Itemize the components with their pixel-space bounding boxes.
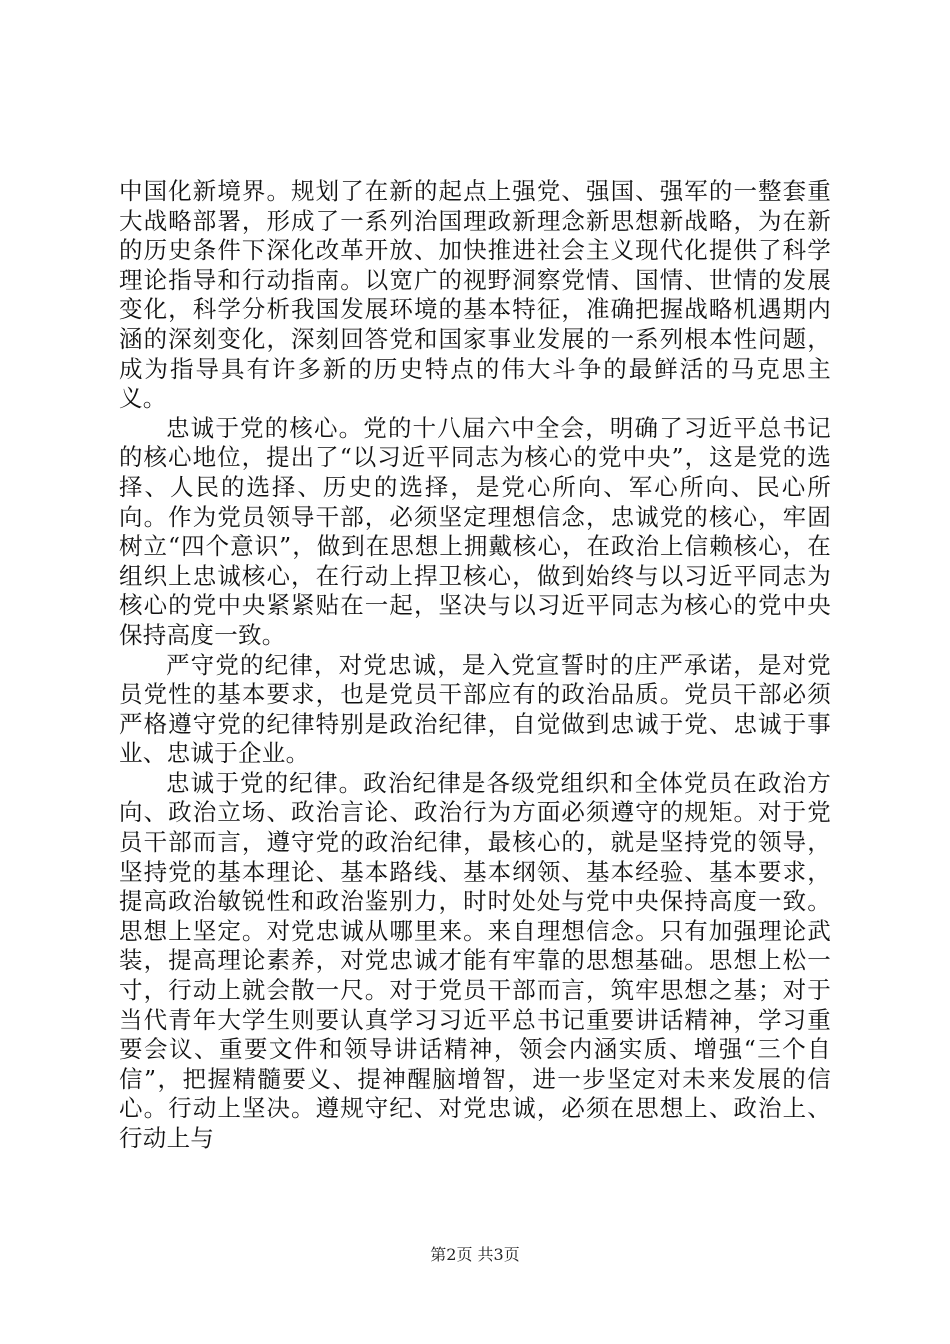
document-body — [119, 177, 831, 1154]
page-number-label: 第2页 共3页 — [430, 1245, 520, 1264]
paragraph-3: 严守党的纪律，对党忠诚，是入党宣誓时的庄严承诺，是对党员党性的基本要求，也是党员干部应有的政治品质。党员干部必须严格遵守党的纪律特别是政治纪律，自觉做到忠诚于党、忠诚于事业、忠诚于企业。 — [119, 650, 831, 768]
paragraph-4: 忠诚于党的纪律。政治纪律是各级党组织和全体党员在政治方向、政治立场、政治言论、政治行为方面必须遵守的规矩。对于党员干部而言，遵守党的政治纪律，最核心的，就是坚持党的领导，坚持党的基本理论、基本路线、基本纲领、基本经验、基本要求，提高政治敏锐性和政治鉴别力，时时处处与党中央保持高度一致。思想上坚定。对党忠诚从哪里来。来自理想信念。只有加强理论武装，提高理论素养，对党忠诚才能有牢靠的思想基础。思想上松一寸，行动上就会散一尺。对于党员干部而言，筑牢思想之基；对于当代青年大学生则要认真学习习近平总书记重要讲话精神，学习重要会议、重要文件和领导讲话精神，领会内涵实质、增强“三个自信”，把握精髓要义、提神醒脑增智，进一步坚定对未来发展的信心。行动上坚决。遵规守纪、对党忠诚，必须在思想上、政治上、行动上与 — [119, 768, 831, 1152]
page-footer — [0, 1242, 950, 1265]
paragraph-1: 中国化新境界。规划了在新的起点上强党、强国、强军的一整套重大战略部署，形成了一系列治国理政新理念新思想新战略，为在新的历史条件下深化改革开放、加快推进社会主义现代化提供了科学理论指导和行动指南。以宽广的视野洞察党情、国情、世情的发展变化，科学分析我国发展环境的基本特征，准确把握战略机遇期内涵的深刻变化，深刻回答党和国家事业发展的一系列根本性问题，成为指导具有许多新的历史特点的伟大斗争的最鲜活的马克思主义。 — [119, 177, 831, 413]
paragraph-2: 忠诚于党的核心。党的十八届六中全会，明确了习近平总书记的核心地位，提出了“以习近平同志为核心的党中央”，这是党的选择、人民的选择、历史的选择，是党心所向、军心所向、民心所向。作为党员领导干部，必须坚定理想信念，忠诚党的核心，牢固树立“四个意识”，做到在思想上拥戴核心，在政治上信赖核心，在组织上忠诚核心，在行动上捍卫核心，做到始终与以习近平同志为核心的党中央紧紧贴在一起，坚决与以习近平同志为核心的党中央保持高度一致。 — [119, 413, 831, 649]
